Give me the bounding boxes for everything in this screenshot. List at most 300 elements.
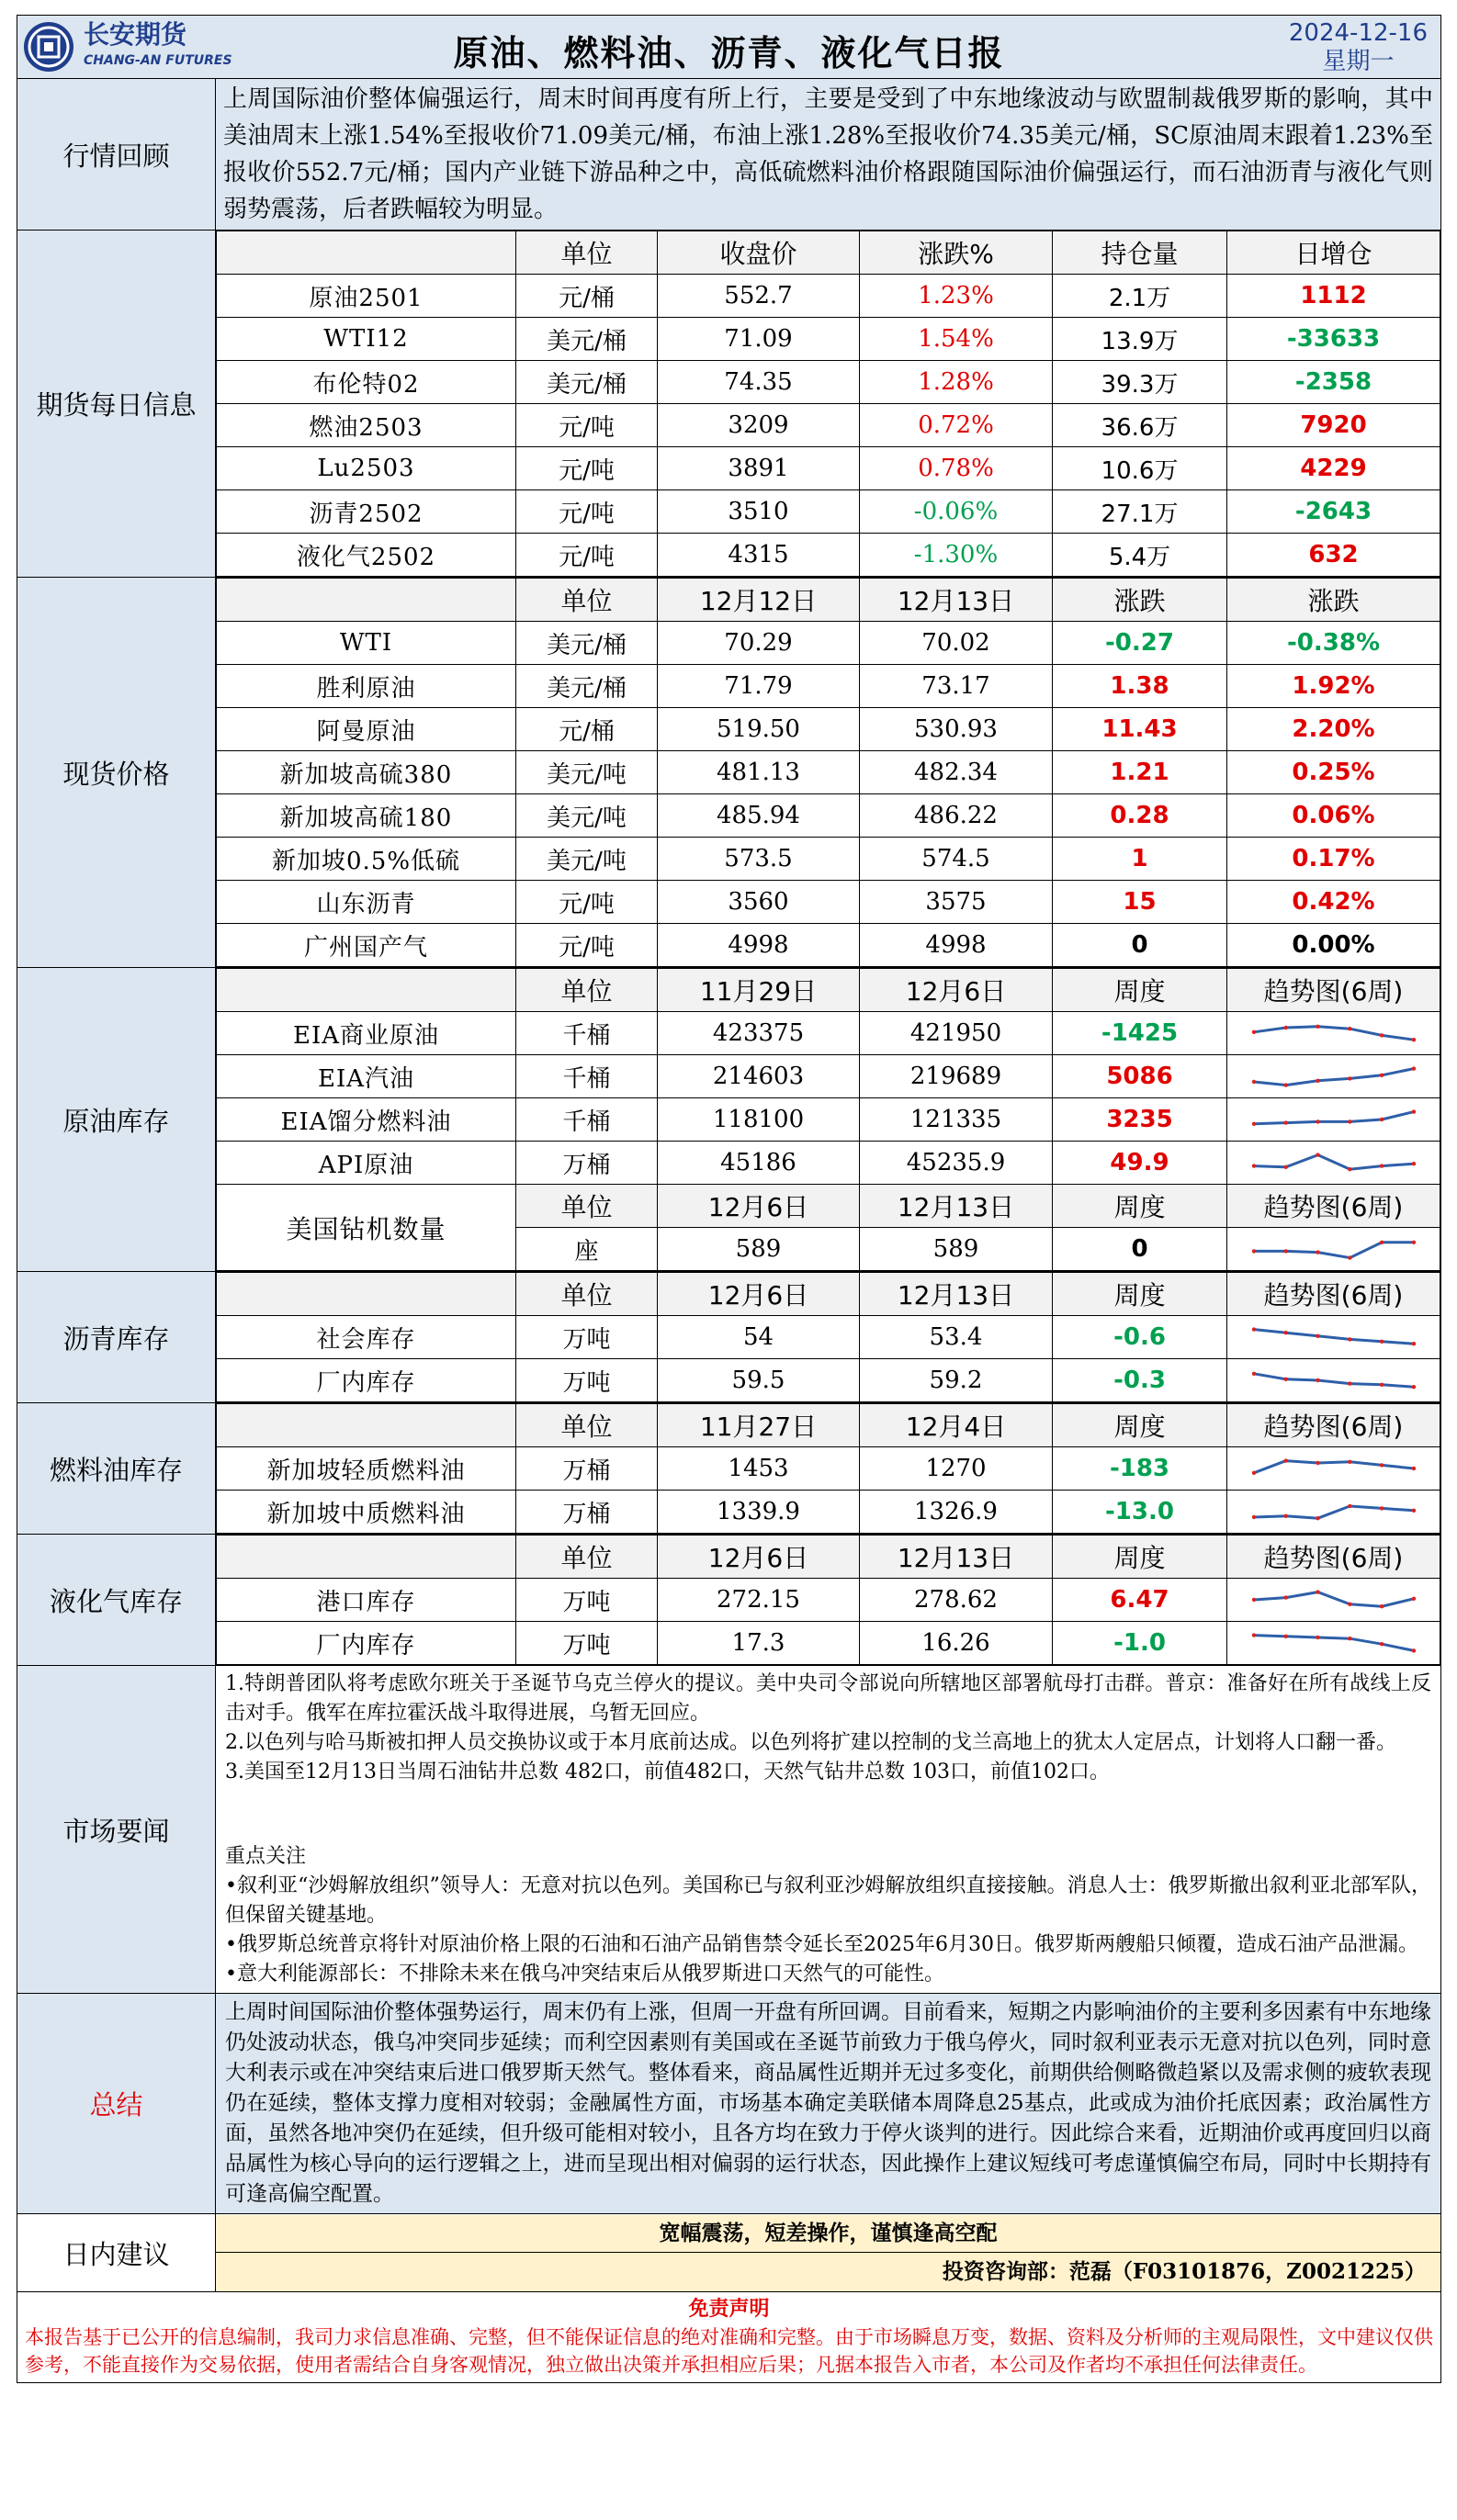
trend-cell <box>1227 1622 1440 1665</box>
trend-sparkline <box>1247 1455 1421 1482</box>
crude-inventory-label: 原油库存 <box>17 968 216 1272</box>
price-change-pct: 0.06% <box>1227 794 1440 838</box>
futures-row <box>217 275 1440 318</box>
th-trend: 趋势图(6周) <box>1227 1185 1440 1228</box>
change-pct: 1.54% <box>860 318 1053 361</box>
close-price: 4315 <box>658 534 860 577</box>
close-price: 3209 <box>658 404 860 447</box>
trend-point <box>1283 1458 1287 1462</box>
unit: 万吨 <box>516 1316 658 1359</box>
th-weekly: 周度 <box>1053 969 1227 1012</box>
spot-row <box>217 924 1440 967</box>
trend-line <box>1254 1636 1414 1651</box>
price-change-pct: 1.92% <box>1227 665 1440 708</box>
trend-point <box>1316 1461 1319 1465</box>
trend-point <box>1316 1119 1319 1123</box>
th-trend: 趋势图(6周) <box>1227 1536 1440 1579</box>
report-header <box>17 16 1441 79</box>
unit: 万桶 <box>516 1142 658 1185</box>
unit: 元/吨 <box>516 881 658 924</box>
contract-name: WTI12 <box>217 318 516 361</box>
inventory-name: 厂内库存 <box>217 1622 516 1665</box>
price-date2: 486.22 <box>860 794 1053 838</box>
trend-point <box>1348 1027 1351 1030</box>
th-close: 收盘价 <box>658 231 860 275</box>
trend-point <box>1251 1633 1255 1637</box>
th-date1: 12月6日 <box>658 1273 860 1316</box>
logo-en: CHANG-AN FUTURES <box>84 53 232 68</box>
trend-point <box>1283 1595 1287 1599</box>
trend-cell <box>1227 1055 1440 1098</box>
trend-point <box>1251 1471 1255 1475</box>
spot-row <box>217 881 1440 924</box>
disclaimer-text: 本报告基于已公开的信息编制，我司力求信息准确、完整，但不能保证信息的绝对准确和完整。由于市场瞬息万变，数据、资料及分析师的主观局限性，文中建议仅供参考，不能直接作为交易依据，使用者需结合自身客观情况，独立做出决策并承担相应后果；凡据本报告入市者，本公司及作者均不承担任何法律责任。 <box>25 2326 1433 2376</box>
th-unit: 单位 <box>516 1185 658 1228</box>
inventory-name: API原油 <box>217 1142 516 1185</box>
trend-point <box>1316 1153 1319 1156</box>
trend-sparkline <box>1247 1149 1421 1176</box>
contract-name: 燃油2503 <box>217 404 516 447</box>
trend-point <box>1348 1637 1351 1640</box>
inventory-name: EIA馏分燃料油 <box>217 1098 516 1142</box>
unit: 元/桶 <box>516 275 658 318</box>
trend-sparkline <box>1247 1235 1421 1263</box>
spot-name: 胜利原油 <box>217 665 516 708</box>
trend-point <box>1380 1340 1384 1344</box>
trend-point <box>1348 1076 1351 1080</box>
unit: 万吨 <box>516 1359 658 1402</box>
contract-name: Lu2503 <box>217 447 516 490</box>
unit: 万吨 <box>516 1622 658 1665</box>
inventory-row <box>217 1055 1440 1098</box>
trend-point <box>1348 1381 1351 1385</box>
contract-name: 布伦特02 <box>217 361 516 404</box>
price-change: 0.28 <box>1053 794 1227 838</box>
trend-point <box>1283 1635 1287 1638</box>
news-item: 3.美国至12月13日当周石油钻井总数 482口，前值482口，天然气钻井总数 103口，前值102口。 <box>225 1761 1110 1783</box>
trend-sparkline <box>1247 1063 1421 1090</box>
inventory-row <box>217 1098 1440 1142</box>
price-date2: 4998 <box>860 924 1053 967</box>
unit: 美元/吨 <box>516 794 658 838</box>
trend-cell <box>1227 1316 1440 1359</box>
spot-row <box>217 794 1440 838</box>
focus-item: •叙利亚“沙姆解放组织”领导人：无意对抗以色列。美国称已与叙利亚沙姆解放组织直接接触。消息人士：俄罗斯撤出叙利亚北部军队，但保留关键基地。 <box>225 1874 1431 1927</box>
th-trend: 趋势图(6周) <box>1227 1404 1440 1447</box>
news-section <box>17 1666 1441 1994</box>
unit: 元/吨 <box>516 534 658 577</box>
report-date: 2024-12-16 <box>1288 19 1428 47</box>
futures-section <box>17 231 1441 578</box>
contract-name: 沥青2502 <box>217 490 516 534</box>
inventory-row <box>217 1447 1440 1491</box>
spot-label: 现货价格 <box>17 578 216 968</box>
trend-point <box>1411 1162 1415 1165</box>
unit: 万桶 <box>516 1491 658 1534</box>
lpg-inventory-label: 液化气库存 <box>17 1535 216 1666</box>
inventory-name: 港口库存 <box>217 1579 516 1622</box>
price-date2: 574.5 <box>860 838 1053 881</box>
price-date1: 3560 <box>658 881 860 924</box>
th-change-pct: 涨跌 <box>1227 579 1440 622</box>
th-date1: 12月6日 <box>658 1185 860 1228</box>
trend-cell <box>1227 1491 1440 1534</box>
trend-sparkline <box>1247 1629 1421 1657</box>
trend-point <box>1251 1030 1255 1034</box>
inventory-value-1: 17.3 <box>658 1622 860 1665</box>
inventory-value-2: 121335 <box>860 1098 1053 1142</box>
summary-label: 总结 <box>17 1994 216 2214</box>
inventory-value-1: 54 <box>658 1316 860 1359</box>
news-label: 市场要闻 <box>17 1666 216 1994</box>
report-weekday: 星期一 <box>1322 48 1395 75</box>
trend-sparkline <box>1247 1498 1421 1525</box>
trend-cell <box>1227 1098 1440 1142</box>
change-pct: 1.23% <box>860 275 1053 318</box>
inventory-name: 新加坡中质燃料油 <box>217 1491 516 1534</box>
price-date1: 519.50 <box>658 708 860 751</box>
trend-point <box>1283 1249 1287 1253</box>
unit: 元/吨 <box>516 404 658 447</box>
th-change: 涨跌 <box>1053 579 1227 622</box>
close-price: 71.09 <box>658 318 860 361</box>
fuel-inventory-label: 燃料油库存 <box>17 1403 216 1535</box>
unit: 美元/吨 <box>516 838 658 881</box>
fuel-inventory-table <box>216 1403 1440 1534</box>
spot-row <box>217 751 1440 794</box>
asphalt-inventory-table <box>216 1272 1440 1402</box>
spot-section <box>17 578 1441 968</box>
trend-point <box>1283 1026 1287 1029</box>
price-change: 1 <box>1053 838 1227 881</box>
trend-point <box>1251 1372 1255 1376</box>
trend-point <box>1316 1025 1319 1029</box>
unit: 元/桶 <box>516 708 658 751</box>
spot-name: 新加坡高硫380 <box>217 751 516 794</box>
summary-text: 上周时间国际油价整体强势运行，周末仍有上涨，但周一开盘有所回调。目前看来，短期之内影响油价的主要利多因素有中东地缘仍处波动状态，俄乌冲突同步延续；而利空因素则有美国或在圣诞节前致力于俄乌停火，同时叙利亚表示无意对抗以色列，同时意大利表示或在冲突结束后进口俄罗斯天然气。整体看来，商品属性近期并无过多变化，前期供给侧略微趋紧以及需求侧的疲软表现仍在延续，整体支撑力度相对较弱；金融属性方面，市场基本确定美联储本周降息25基点，此或成为油价托底因素；政治属性方面，虽然各地冲突仍在延续，但升级可能相对较小，且各方均在致力于停火谈判的进行。因此综合来看，近期油价或再度回归以商品属性为核心导向的运行逻辑之上，进而呈现出相对偏弱的运行状态，因此操作上建议短线可考虑谨慎偏空布局，同时中长期持有可逢高偏空配置。 <box>225 2000 1431 2206</box>
open-interest: 2.1万 <box>1053 275 1227 318</box>
fuel-inventory-section <box>17 1403 1441 1535</box>
trend-line <box>1254 1374 1414 1387</box>
inventory-value-2: 1270 <box>860 1447 1053 1491</box>
rig-trend-sparkline <box>1227 1228 1440 1271</box>
unit: 万桶 <box>516 1447 658 1491</box>
inventory-value-2: 278.62 <box>860 1579 1053 1622</box>
inventory-value-1: 118100 <box>658 1098 860 1142</box>
trend-cell <box>1227 1447 1440 1491</box>
trend-cell <box>1227 1012 1440 1055</box>
trend-point <box>1283 1165 1287 1169</box>
price-date1: 4998 <box>658 924 860 967</box>
trend-point <box>1411 1038 1415 1041</box>
trend-point <box>1348 1460 1351 1464</box>
inventory-row <box>217 1012 1440 1055</box>
unit: 美元/桶 <box>516 318 658 361</box>
th-date1: 11月27日 <box>658 1404 860 1447</box>
inventory-value-2: 59.2 <box>860 1359 1053 1402</box>
spot-table <box>216 578 1440 967</box>
futures-table <box>216 231 1440 577</box>
open-interest: 39.3万 <box>1053 361 1227 404</box>
th-date2: 12月13日 <box>860 579 1053 622</box>
rig-unit: 座 <box>516 1228 658 1271</box>
trend-point <box>1348 1603 1351 1606</box>
trend-line <box>1254 1592 1414 1607</box>
th-date1: 12月6日 <box>658 1536 860 1579</box>
trend-point <box>1251 1515 1255 1519</box>
open-interest: 27.1万 <box>1053 490 1227 534</box>
th-weekly: 周度 <box>1053 1536 1227 1579</box>
trend-cell <box>1227 1359 1440 1402</box>
weekly-change: -0.3 <box>1053 1359 1227 1402</box>
price-change: -0.27 <box>1053 622 1227 665</box>
close-price: 3891 <box>658 447 860 490</box>
price-date2: 73.17 <box>860 665 1053 708</box>
trend-point <box>1411 1509 1415 1513</box>
price-change: 1.38 <box>1053 665 1227 708</box>
change-pct: 0.72% <box>860 404 1053 447</box>
close-price: 552.7 <box>658 275 860 318</box>
change-pct: -0.06% <box>860 490 1053 534</box>
inventory-value-2: 53.4 <box>860 1316 1053 1359</box>
trend-point <box>1348 1337 1351 1341</box>
trend-point <box>1251 1598 1255 1602</box>
trend-point <box>1380 1074 1384 1077</box>
trend-point <box>1411 1467 1415 1470</box>
trend-point <box>1380 1118 1384 1121</box>
review-section <box>17 79 1441 231</box>
report-table <box>17 15 1441 2383</box>
unit: 元/吨 <box>516 490 658 534</box>
weekly-change: -0.6 <box>1053 1316 1227 1359</box>
th-date2: 12月13日 <box>860 1273 1053 1316</box>
daily-oi-change: -2643 <box>1227 490 1440 534</box>
trend-point <box>1348 1167 1351 1171</box>
inventory-value-2: 45235.9 <box>860 1142 1053 1185</box>
inventory-row <box>217 1316 1440 1359</box>
trend-point <box>1316 1636 1319 1639</box>
unit: 千桶 <box>516 1055 658 1098</box>
trend-point <box>1316 1516 1319 1520</box>
futures-row <box>217 534 1440 577</box>
inventory-name: EIA汽油 <box>217 1055 516 1098</box>
open-interest: 10.6万 <box>1053 447 1227 490</box>
crude-inventory-table <box>216 968 1440 1271</box>
price-date2: 3575 <box>860 881 1053 924</box>
inventory-row <box>217 1622 1440 1665</box>
unit: 万吨 <box>516 1579 658 1622</box>
futures-header-row <box>217 231 1440 275</box>
trend-point <box>1380 1383 1384 1387</box>
th-blank <box>217 1273 516 1316</box>
price-change-pct: 0.00% <box>1227 924 1440 967</box>
price-change-pct: 0.42% <box>1227 881 1440 924</box>
th-open-interest: 持仓量 <box>1053 231 1227 275</box>
open-interest: 36.6万 <box>1053 404 1227 447</box>
inventory-name: EIA商业原油 <box>217 1012 516 1055</box>
rig-count-label: 美国钻机数量 <box>217 1185 516 1271</box>
th-weekly: 周度 <box>1053 1404 1227 1447</box>
th-blank <box>217 1536 516 1579</box>
th-blank <box>217 969 516 1012</box>
trend-point <box>1316 1378 1319 1382</box>
weekly-change: 5086 <box>1053 1055 1227 1098</box>
intraday-author: 投资咨询部：范磊（F03101876，Z0021225） <box>216 2253 1440 2291</box>
trend-line <box>1254 1027 1414 1040</box>
price-date2: 482.34 <box>860 751 1053 794</box>
crude-header-row <box>217 969 1440 1012</box>
th-unit: 单位 <box>516 231 658 275</box>
futures-row <box>217 490 1440 534</box>
spot-name: 阿曼原油 <box>217 708 516 751</box>
th-unit: 单位 <box>516 1273 658 1316</box>
trend-point <box>1380 1506 1384 1510</box>
inventory-value-2: 421950 <box>860 1012 1053 1055</box>
open-interest: 13.9万 <box>1053 318 1227 361</box>
focus-title: 重点关注 <box>225 1845 307 1868</box>
review-text: 上周国际油价整体偏强运行，周末时间再度有所上行，主要是受到了中东地缘波动与欧盟制裁俄罗斯的影响，其中美油周末上涨1.54%至报收价71.09美元/桶，布油上涨1.28%至报收价74.35美元/桶，SC原油周末跟着1.23%至报收价552.7元/桶；国内产业链下游品种之中，高低硫燃料油价格跟随国际油价偏强运行，而石油沥青与液化气则弱势震荡，后者跌幅较为明显。 <box>223 85 1433 223</box>
focus-item: •俄罗斯总统普京将针对原油价格上限的石油和石油产品销售禁令延长至2025年6月30日。俄罗斯两艘船只倾覆，造成石油产品泄漏。 <box>225 1933 1418 1956</box>
trend-point <box>1411 1648 1415 1652</box>
inventory-value-1: 214603 <box>658 1055 860 1098</box>
unit: 美元/桶 <box>516 622 658 665</box>
trend-point <box>1380 1604 1384 1608</box>
trend-point <box>1348 1504 1351 1508</box>
asphalt-header-row <box>217 1273 1440 1316</box>
daily-oi-change: -2358 <box>1227 361 1440 404</box>
daily-oi-change: -33633 <box>1227 318 1440 361</box>
change-pct: -1.30% <box>860 534 1053 577</box>
weekly-change: 49.9 <box>1053 1142 1227 1185</box>
inventory-row <box>217 1491 1440 1534</box>
trend-point <box>1411 1342 1415 1345</box>
price-change-pct: 0.17% <box>1227 838 1440 881</box>
th-weekly: 周度 <box>1053 1273 1227 1316</box>
th-trend: 趋势图(6周) <box>1227 1273 1440 1316</box>
weekly-change: -13.0 <box>1053 1491 1227 1534</box>
th-change-pct: 涨跌% <box>860 231 1053 275</box>
rig-weekly-change: 0 <box>1053 1228 1227 1271</box>
lpg-inventory-table <box>216 1535 1440 1665</box>
contract-name: 液化气2502 <box>217 534 516 577</box>
price-change: 1.21 <box>1053 751 1227 794</box>
trend-point <box>1411 1241 1415 1244</box>
contract-name: 原油2501 <box>217 275 516 318</box>
daily-oi-change: 1112 <box>1227 275 1440 318</box>
trend-point <box>1251 1122 1255 1126</box>
th-date1: 12月12日 <box>658 579 860 622</box>
inventory-value-1: 1453 <box>658 1447 860 1491</box>
spot-name: 新加坡高硫180 <box>217 794 516 838</box>
trend-point <box>1380 1164 1384 1167</box>
price-change: 15 <box>1053 881 1227 924</box>
th-date1: 11月29日 <box>658 969 860 1012</box>
unit: 美元/桶 <box>516 361 658 404</box>
price-date1: 71.79 <box>658 665 860 708</box>
open-interest: 5.4万 <box>1053 534 1227 577</box>
weekly-change: -1425 <box>1053 1012 1227 1055</box>
unit: 美元/桶 <box>516 665 658 708</box>
trend-line <box>1254 1461 1414 1473</box>
inventory-value-2: 219689 <box>860 1055 1053 1098</box>
trend-point <box>1283 1083 1287 1086</box>
th-daily-oi-change: 日增仓 <box>1227 231 1440 275</box>
fuel-header-row <box>217 1404 1440 1447</box>
inventory-row <box>217 1579 1440 1622</box>
spot-row <box>217 665 1440 708</box>
futures-row <box>217 404 1440 447</box>
inventory-value-2: 1326.9 <box>860 1491 1053 1534</box>
trend-sparkline <box>1247 1367 1421 1394</box>
spot-name: 广州国产气 <box>217 924 516 967</box>
futures-row <box>217 361 1440 404</box>
close-price: 3510 <box>658 490 860 534</box>
focus-item: •意大利能源部长：不排除未来在俄乌冲突结束后从俄罗斯进口天然气的可能性。 <box>225 1963 944 1986</box>
logo-cn: 长安期货 <box>84 19 187 50</box>
daily-oi-change: 7920 <box>1227 404 1440 447</box>
close-price: 74.35 <box>658 361 860 404</box>
trend-point <box>1411 1066 1415 1070</box>
futures-label: 期货每日信息 <box>17 231 216 578</box>
news-item: 1.特朗普团队将考虑欧尔班关于圣诞节乌克兰停火的提议。美中央司令部说向所辖地区部署航母打击群。普京：准备好在所有战线上反击对手。俄军在库拉霍沃战斗取得进展，乌暂无回应。 <box>225 1672 1431 1725</box>
weekly-change: -183 <box>1053 1447 1227 1491</box>
rig-value-1: 589 <box>658 1228 860 1271</box>
spot-name: 新加坡0.5%低硫 <box>217 838 516 881</box>
trend-point <box>1380 1642 1384 1646</box>
disclaimer-section <box>17 2292 1441 2383</box>
summary-section <box>17 1994 1441 2214</box>
price-change-pct: 0.25% <box>1227 751 1440 794</box>
price-date1: 70.29 <box>658 622 860 665</box>
inventory-name: 新加坡轻质燃料油 <box>217 1447 516 1491</box>
inventory-name: 社会库存 <box>217 1316 516 1359</box>
th-date2: 12月6日 <box>860 969 1053 1012</box>
th-blank <box>217 231 516 275</box>
inventory-row <box>217 1142 1440 1185</box>
th-date2: 12月13日 <box>860 1536 1053 1579</box>
price-change-pct: 2.20% <box>1227 708 1440 751</box>
inventory-name: 厂内库存 <box>217 1359 516 1402</box>
unit: 元/吨 <box>516 447 658 490</box>
price-date1: 485.94 <box>658 794 860 838</box>
th-unit: 单位 <box>516 1404 658 1447</box>
trend-line <box>1254 1506 1414 1518</box>
inventory-value-2: 16.26 <box>860 1622 1053 1665</box>
inventory-value-1: 59.5 <box>658 1359 860 1402</box>
intraday-label: 日内建议 <box>17 2214 216 2292</box>
spot-name: 山东沥青 <box>217 881 516 924</box>
change-pct: 1.28% <box>860 361 1053 404</box>
trend-point <box>1411 1597 1415 1601</box>
th-unit: 单位 <box>516 1536 658 1579</box>
th-unit: 单位 <box>516 579 658 622</box>
trend-point <box>1283 1120 1287 1124</box>
price-date1: 573.5 <box>658 838 860 881</box>
news-body <box>216 1666 1440 1993</box>
trend-sparkline <box>1247 1586 1421 1614</box>
trend-point <box>1283 1514 1287 1518</box>
spot-row <box>217 838 1440 881</box>
disclaimer-title: 免责声明 <box>688 2298 770 2321</box>
rig-header-row <box>217 1185 1440 1228</box>
trend-point <box>1348 1255 1351 1259</box>
price-date2: 70.02 <box>860 622 1053 665</box>
asphalt-inventory-label: 沥青库存 <box>17 1272 216 1403</box>
price-date1: 481.13 <box>658 751 860 794</box>
trend-sparkline <box>1247 1106 1421 1133</box>
trend-point <box>1380 1241 1384 1244</box>
inventory-value-1: 423375 <box>658 1012 860 1055</box>
